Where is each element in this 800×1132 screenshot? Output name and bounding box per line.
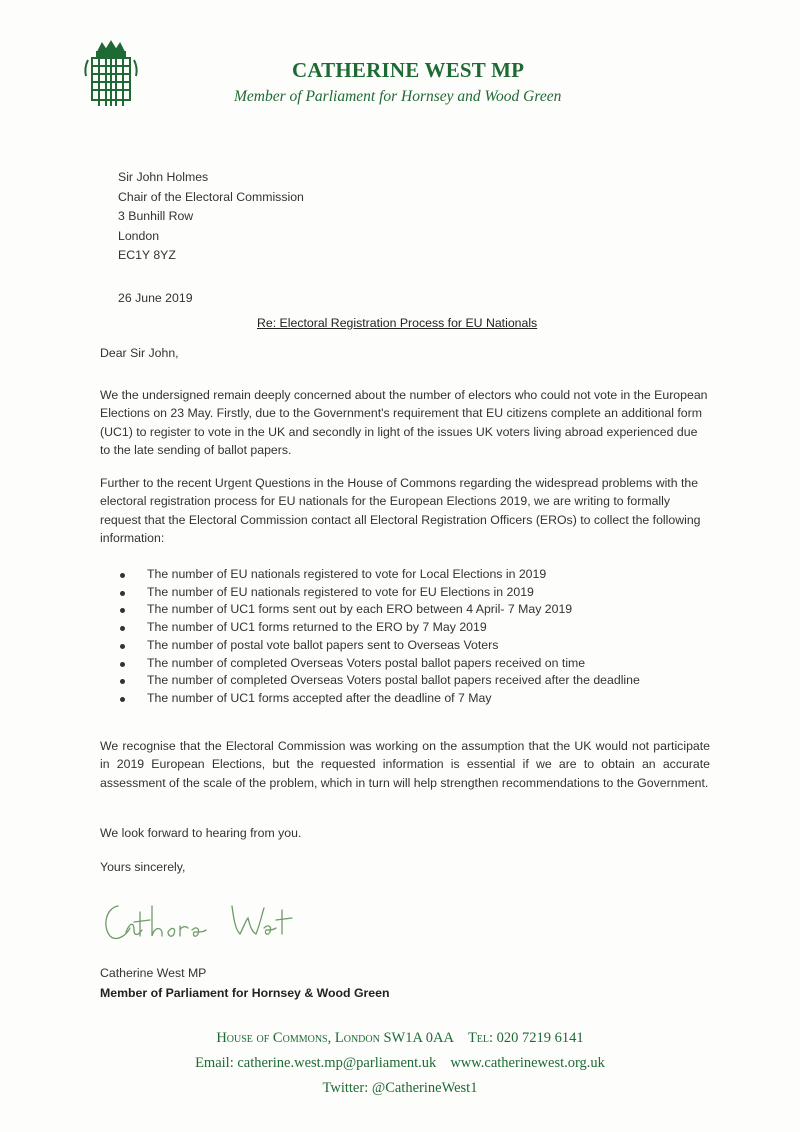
letterhead-role: Member of Parliament for Hornsey and Wood Green <box>234 88 562 105</box>
salutation: Dear Sir John, <box>100 346 179 360</box>
list-item-text: The number of completed Overseas Voters postal ballot papers received on time <box>147 655 586 670</box>
list-item <box>120 566 640 584</box>
list-item <box>120 637 640 655</box>
recipient-address <box>118 168 304 266</box>
bullet-icon <box>120 662 125 667</box>
bullet-icon <box>120 644 125 649</box>
body-paragraph-3: We recognise that the Electoral Commission was working on the assumption that the UK would not participate in 2019 European Elections, but the requested information is essential if we are to obtain an accurate assessment of the scale of the problem, which in turn will help strengthen recommendations to the Government. <box>100 739 710 790</box>
signoff-role: Member of Parliament for Hornsey & Wood Green <box>100 986 390 1000</box>
body-paragraph-2: Further to the recent Urgent Questions in the House of Commons regarding the widespread problems with the electoral registration process for EU nationals for the European Elections 2019, we are writing to formally request that the Electoral Commission contact all Electoral Registration Officers (EROs) to collect the following information: <box>100 476 701 545</box>
body-paragraph-4: We look forward to hearing from you. <box>100 826 302 840</box>
bullet-icon <box>120 626 125 631</box>
signoff-name: Catherine West MP <box>100 966 207 980</box>
list-item-text: The number of UC1 forms accepted after the deadline of 7 May <box>147 690 492 705</box>
footer-twitter[interactable]: Twitter: @CatherineWest1 <box>322 1080 478 1096</box>
information-request-list <box>120 566 640 708</box>
list-item-text: The number of completed Overseas Voters postal ballot papers received after the deadline <box>147 673 640 688</box>
bullet-icon <box>120 608 125 613</box>
letter-subject: Re: Electoral Registration Process for EU Nationals <box>257 316 538 330</box>
list-item <box>120 601 640 619</box>
recipient-line: London <box>118 228 160 243</box>
bullet-icon <box>120 573 125 578</box>
recipient-line: EC1Y 8YZ <box>118 248 176 262</box>
footer-website[interactable]: www.catherinewest.org.uk <box>450 1055 605 1071</box>
recipient-line: Chair of the Electoral Commission <box>118 189 304 204</box>
list-item-text: The number of EU nationals registered to vote for EU Elections in 2019 <box>147 584 534 599</box>
footer-contact-line <box>0 1055 800 1072</box>
list-item-text: The number of EU nationals registered to vote for Local Elections in 2019 <box>147 567 547 581</box>
bullet-icon <box>120 591 125 596</box>
bullet-icon <box>120 697 125 702</box>
list-item-text: The number of UC1 forms sent out by each ERO between 4 April- 7 May 2019 <box>147 602 573 617</box>
recipient-line: 3 Bunhill Row <box>118 209 194 223</box>
recipient-line: Sir John Holmes <box>118 170 209 184</box>
bullet-icon <box>120 679 125 684</box>
portcullis-icon <box>80 40 142 110</box>
handwritten-signature <box>96 892 296 950</box>
list-item <box>120 584 640 602</box>
letter-date: 26 June 2019 <box>118 291 193 305</box>
footer-tel: Tel: 020 7219 6141 <box>467 1030 584 1046</box>
footer-address: House of Commons, London SW1A 0AA <box>216 1030 454 1046</box>
list-item <box>120 672 640 690</box>
list-item-text: The number of postal vote ballot papers sent to Overseas Voters <box>147 637 499 652</box>
list-item <box>120 655 640 673</box>
list-item <box>120 619 640 637</box>
footer-address-line <box>0 1030 800 1047</box>
letterhead-name: CATHERINE WEST MP <box>292 58 525 82</box>
footer-email[interactable]: Email: catherine.west.mp@parliament.uk <box>195 1055 437 1071</box>
closing: Yours sincerely, <box>100 860 186 874</box>
list-item <box>120 690 640 708</box>
list-item-text: The number of UC1 forms returned to the ERO by 7 May 2019 <box>147 620 487 635</box>
body-paragraph-1: We the undersigned remain deeply concerned about the number of electors who could not vote in the European Elections on 23 May. Firstly, due to the Government's requirement that EU citizens complete an additional form (UC1) to register to vote in the UK and secondly in light of the issues UK voters living abroad experienced due to the late sending of ballot papers. <box>100 388 708 457</box>
